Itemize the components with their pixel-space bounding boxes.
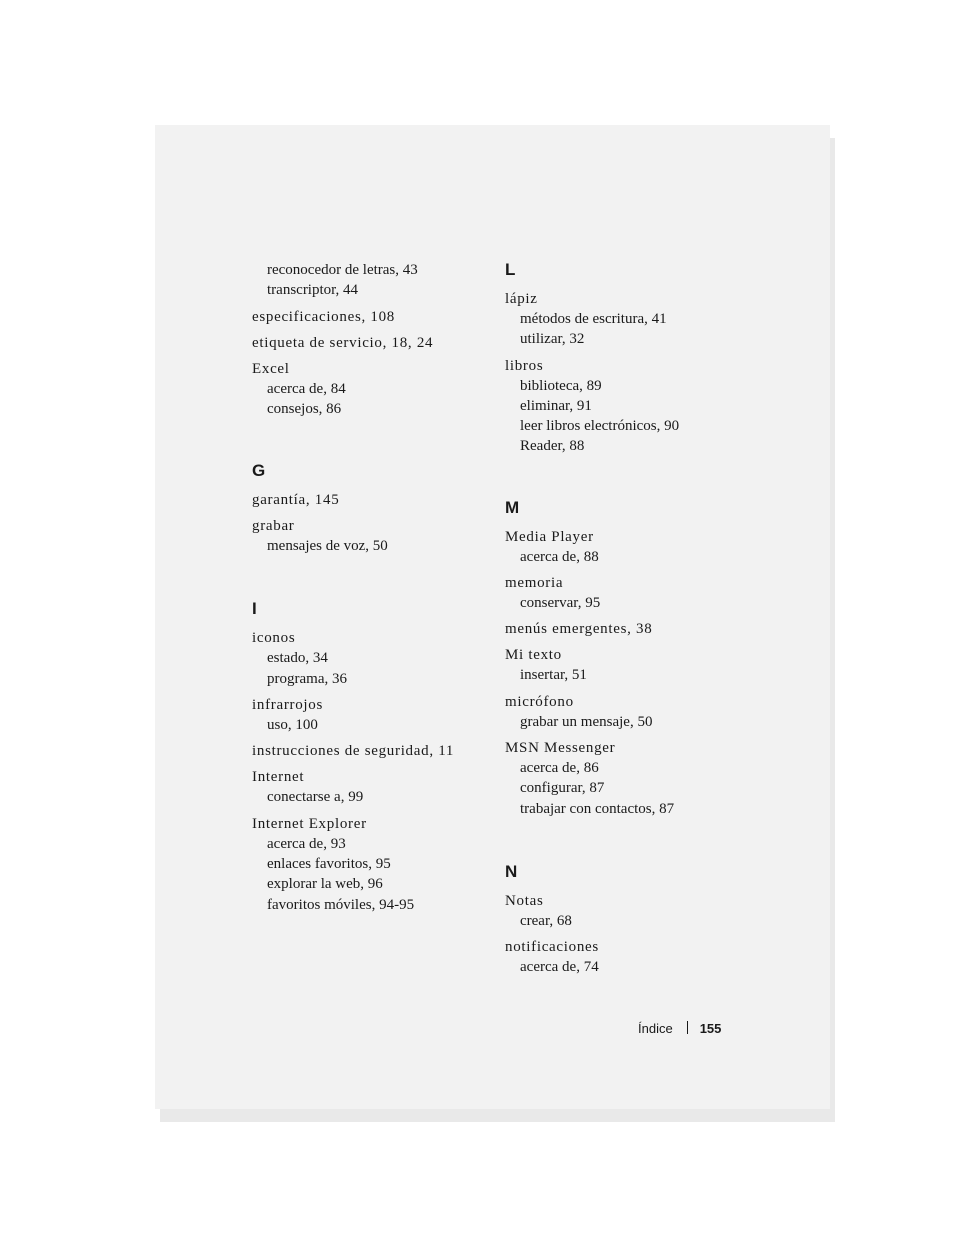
index-subentry: leer libros electrónicos, 90 xyxy=(520,418,680,435)
index-subentry: configurar, 87 xyxy=(520,780,605,797)
index-term: infrarrojos xyxy=(252,697,324,714)
index-subentry: acerca de, 93 xyxy=(267,835,346,852)
index-subentry: biblioteca, 89 xyxy=(520,377,602,394)
index-subentry: insertar, 51 xyxy=(520,667,587,684)
index-term: memoria xyxy=(505,575,564,592)
section-letter-n: N xyxy=(505,861,518,881)
index-subentry: conservar, 95 xyxy=(520,595,601,612)
index-term: Internet xyxy=(252,769,305,786)
index-entry-msn-messenger xyxy=(505,738,745,819)
index-entry-notas xyxy=(505,891,745,931)
index-subentry: grabar un mensaje, 50 xyxy=(520,713,653,730)
section-letter-g: G xyxy=(252,461,266,481)
index-entry-excel xyxy=(252,359,492,420)
index-term: notificaciones xyxy=(505,939,599,956)
index-term: etiqueta de servicio, 18, 24 xyxy=(252,334,434,351)
index-subentry: enlaces favoritos, 95 xyxy=(267,855,391,872)
index-entry-memoria xyxy=(505,573,745,613)
index-term: Mi texto xyxy=(505,647,562,664)
index-entry-etiqueta xyxy=(252,333,492,353)
index-term: Notas xyxy=(505,892,544,909)
index-term: MSN Messenger xyxy=(505,739,616,756)
index-entry-mi-texto xyxy=(505,645,745,685)
index-subentry: consejos, 86 xyxy=(267,400,342,417)
index-entry-garantia xyxy=(252,490,492,510)
index-subentry: mensajes de voz, 50 xyxy=(267,538,388,555)
index-subentry: métodos de escritura, 41 xyxy=(520,311,667,327)
index-column-left xyxy=(252,260,492,921)
index-term: especificaciones, 108 xyxy=(252,308,395,325)
index-subentry: Reader, 88 xyxy=(520,438,585,455)
index-subentry: acerca de, 86 xyxy=(520,759,599,776)
index-subentry: acerca de, 74 xyxy=(520,959,599,976)
index-entry-internet xyxy=(252,767,492,807)
index-subentry: crear, 68 xyxy=(520,912,572,929)
index-entry-notificaciones xyxy=(505,937,745,977)
index-term: menús emergentes, 38 xyxy=(505,621,653,638)
index-entry-libros xyxy=(505,356,745,457)
index-term: iconos xyxy=(252,630,296,647)
index-entry-media-player xyxy=(505,527,745,567)
index-term: grabar xyxy=(252,518,295,535)
index-term: libros xyxy=(505,357,544,374)
index-entry-grabar xyxy=(252,516,492,556)
page-number: 155 xyxy=(699,1021,722,1036)
index-subentry: eliminar, 91 xyxy=(520,397,592,414)
index-subentry: conectarse a, 99 xyxy=(267,789,364,806)
index-entry-especificaciones xyxy=(252,307,492,327)
index-term: micrófono xyxy=(505,693,574,710)
index-subentry: transcriptor, 44 xyxy=(267,282,359,299)
page-footer xyxy=(638,1020,721,1038)
index-subentry: acerca de, 88 xyxy=(520,548,599,565)
index-entry-menus xyxy=(505,619,745,639)
index-subentry: utilizar, 32 xyxy=(520,331,585,348)
index-subentry: explorar la web, 96 xyxy=(267,876,383,893)
index-term: Media Player xyxy=(505,528,594,545)
index-term: lápiz xyxy=(505,291,538,307)
index-entry-microfono xyxy=(505,692,745,732)
index-entry-continued xyxy=(252,260,492,301)
index-entry-instrucciones xyxy=(252,741,492,761)
footer-section-name: Índice xyxy=(638,1021,673,1036)
index-entry-lapiz xyxy=(505,289,745,350)
index-term: instrucciones de seguridad, 11 xyxy=(252,743,455,760)
index-entry-infrarrojos xyxy=(252,695,492,735)
index-subentry: trabajar con contactos, 87 xyxy=(520,800,675,817)
index-subentry: reconocedor de letras, 43 xyxy=(267,262,418,278)
index-subentry: estado, 34 xyxy=(267,650,328,667)
index-term: garantía, 145 xyxy=(252,492,340,509)
index-subentry: acerca de, 84 xyxy=(267,380,346,397)
index-column-right xyxy=(505,260,745,983)
index-entry-internet-explorer xyxy=(252,814,492,915)
index-entry-iconos xyxy=(252,628,492,689)
index-term: Internet Explorer xyxy=(252,815,367,832)
index-subentry: uso, 100 xyxy=(267,717,318,734)
footer-separator xyxy=(687,1021,688,1034)
index-term: Excel xyxy=(252,360,290,377)
section-letter-l: L xyxy=(505,260,516,279)
section-letter-i: I xyxy=(252,599,257,619)
section-letter-m: M xyxy=(505,497,520,517)
index-subentry: favoritos móviles, 94-95 xyxy=(267,896,415,913)
index-subentry: programa, 36 xyxy=(267,670,347,687)
